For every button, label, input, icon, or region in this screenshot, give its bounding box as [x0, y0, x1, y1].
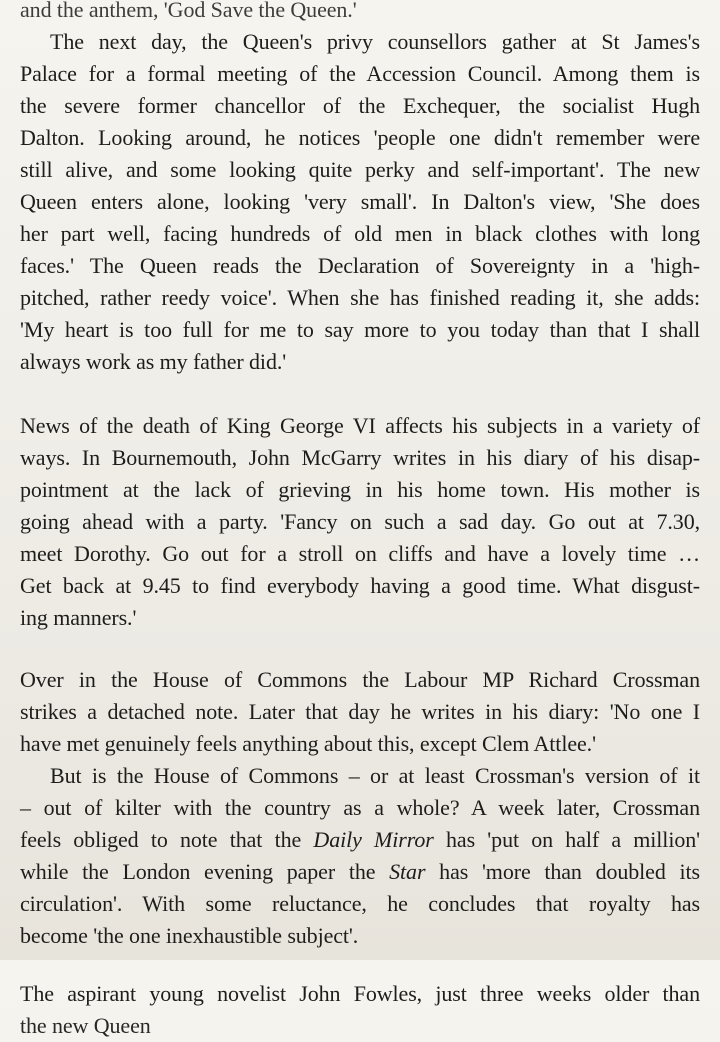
text-line: strikes a detached note. Later that day he writes in his diary: 'No one I: [20, 699, 700, 724]
page-text: [20, 0, 700, 1042]
text-line: going ahead with a party. 'Fancy on such a sad day. Go out at 7.30,: [20, 509, 700, 534]
text-line: pitched, rather reedy voice'. When she has finished reading it, she adds:: [20, 285, 700, 310]
text-line: ways. In Bournemouth, John McGarry writes in his diary of his disap-: [20, 445, 700, 470]
text-line: [20, 824, 700, 856]
text-line: still alive, and some looking quite perky and self-important'. The new: [20, 157, 700, 182]
text-line: Over in the House of Commons the Labour MP Richard Crossman: [20, 667, 700, 692]
text-line: News of the death of King George VI affects his subjects in a variety of: [20, 413, 700, 438]
newspaper-title-daily-mirror: Daily Mirror: [313, 827, 434, 852]
text-line: always work as my father did.': [20, 349, 287, 374]
paragraph-john-fowles: [20, 978, 700, 1042]
paragraph-accession-council: [20, 0, 700, 378]
text-line: Get back at 9.45 to find everybody having a good time. What disgust-: [20, 573, 700, 598]
text-segment: has 'more than doubled its: [425, 859, 700, 884]
text-line: The aspirant young novelist John Fowles, just three weeks older than: [20, 981, 700, 1006]
text-line: the new Queen: [20, 1013, 151, 1038]
text-segment: has 'put on half a million': [433, 827, 700, 852]
text-line: become 'the one inexhaustible subject'.: [20, 923, 359, 948]
text-line: The next day, the Queen's privy counsellors gather at St James's: [50, 29, 700, 54]
text-line: But is the House of Commons – or at least Crossman's version of it: [50, 763, 700, 788]
paragraph-house-of-commons: [20, 664, 700, 760]
text-segment: while the London evening paper the: [20, 859, 390, 884]
text-line: meet Dorothy. Go out for a stroll on cliffs and have a lovely time …: [20, 541, 700, 566]
text-line: 'My heart is too full for me to say more to you today than that I shall: [20, 317, 700, 342]
text-line: circulation'. With some reluctance, he concludes that royalty has: [20, 891, 700, 916]
text-line: – out of kilter with the country as a whole? A week later, Crossman: [20, 795, 700, 820]
text-line: her part well, facing hundreds of old men in black clothes with long: [20, 221, 700, 246]
paragraph-king-george-news: [20, 410, 700, 634]
text-line: Dalton. Looking around, he notices 'people one didn't remember were: [20, 125, 700, 150]
paragraph-crossman-circulation: [20, 760, 700, 952]
text-line: and the anthem, 'God Save the Queen.': [20, 0, 357, 22]
text-line: [20, 856, 700, 888]
text-line: the severe former chancellor of the Exchequer, the socialist Hugh: [20, 93, 700, 118]
text-line: faces.' The Queen reads the Declaration of Sovereignty in a 'high-: [20, 253, 700, 278]
text-line: Queen enters alone, looking 'very small'. In Dalton's view, 'She does: [20, 189, 700, 214]
text-line: pointment at the lack of grieving in his home town. His mother is: [20, 477, 700, 502]
newspaper-title-star: Star: [389, 859, 426, 884]
text-segment: feels obliged to note that the: [20, 827, 314, 852]
text-line: ing manners.': [20, 605, 137, 630]
text-line: Palace for a formal meeting of the Accession Council. Among them is: [20, 61, 700, 86]
text-line: have met genuinely feels anything about this, except Clem Attlee.': [20, 731, 596, 756]
